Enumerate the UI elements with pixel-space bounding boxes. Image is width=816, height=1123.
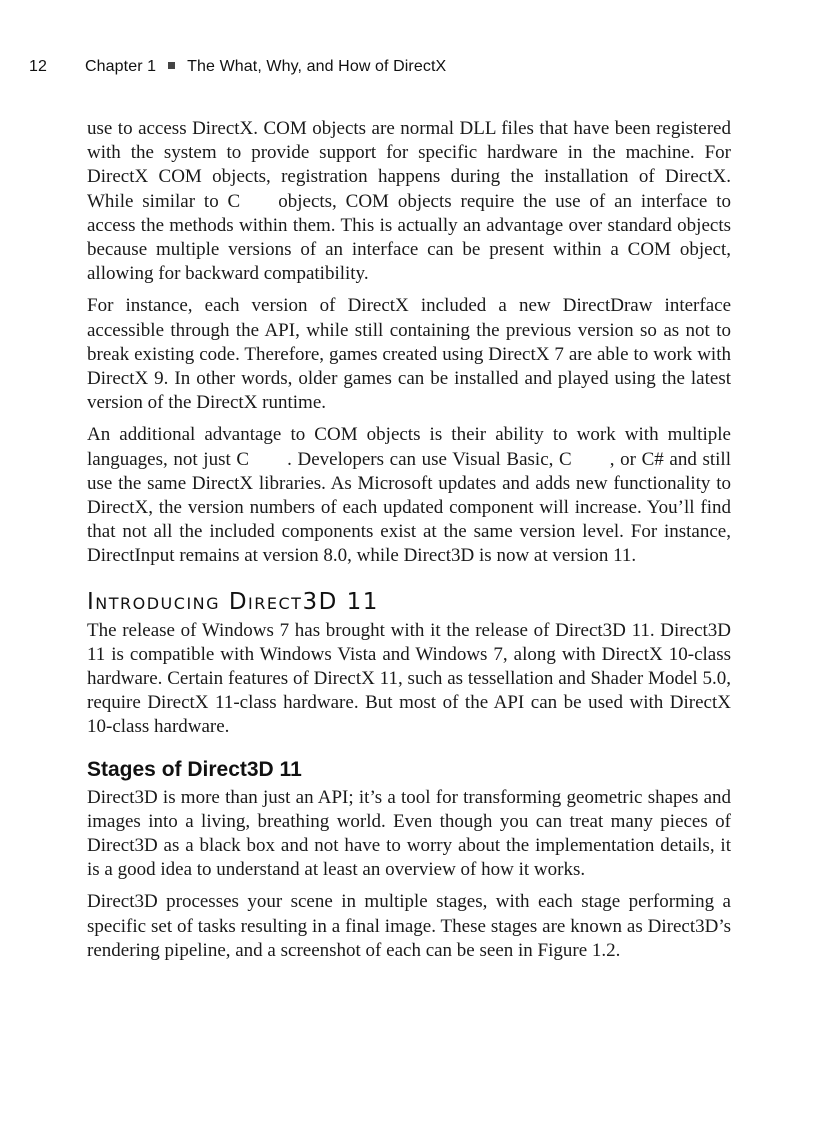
body-paragraph: For instance, each version of DirectX included a new DirectDraw interface accessible through the API, while still containing the previous version so as not to break existing code. Therefore, games created using DirectX 7 are able to work with DirectX 9. In other words, older games can be installed and played using the latest version of the DirectX runtime. — [87, 295, 731, 414]
page-body — [87, 117, 731, 971]
running-head — [29, 58, 446, 76]
chapter-title: The What, Why, and How of DirectX — [187, 58, 447, 75]
square-bullet-icon — [168, 62, 175, 69]
subsection-heading: Stages of Direct3D 11 — [87, 757, 302, 781]
chapter-label: Chapter 1 — [85, 58, 157, 75]
section-heading: Introducing Direct3D 11 — [87, 588, 379, 615]
body-paragraph: Direct3D processes your scene in multiple stages, with each stage performing a specific set of tasks resulting in a final image. These stages are known as Direct3D’s rendering pipeline, and a screenshot of each can be seen in Figure 1.2. — [87, 891, 731, 961]
body-paragraph: An additional advantage to COM objects is their ability to work with multiple languages, not just C . Developers can use Visual Basic, C , or C# and still use the same DirectX libraries. As Microsoft updates and adds new functionality to DirectX, the version numbers of each updated component will increase. You’ll find that not all the included components exist at the same version level. For instance, DirectInput remains at version 8.0, while Direct3D is now at version 11. — [87, 424, 731, 567]
page-number: 12 — [29, 58, 47, 75]
body-paragraph: The release of Windows 7 has brought with it the release of Direct3D 11. Direct3D 11 is compatible with Windows Vista and Windows 7, along with DirectX 10-class hardware. Certain features of DirectX 11, such as tessellation and Shader Model 5.0, require DirectX 11-class hardware. But most of the API can be used with DirectX 10-class hardware. — [87, 619, 731, 738]
body-paragraph: use to access DirectX. COM objects are normal DLL files that have been registered with the system to provide support for specific hardware in the machine. For DirectX COM objects, registration happens during the installation of DirectX. While similar to C objects, COM objects require the use of an interface to access the methods within them. This is actually an advantage over standard objects because multiple versions of an interface can be present within a COM object, allowing for backward compatibility. — [87, 118, 731, 285]
body-paragraph: Direct3D is more than just an API; it’s a tool for transforming geometric shapes and images into a living, breathing world. Even though you can treat many pieces of Direct3D as a black box and not have to worry about the implementation details, it is a good idea to understand at least an overview of how it works. — [87, 786, 731, 881]
